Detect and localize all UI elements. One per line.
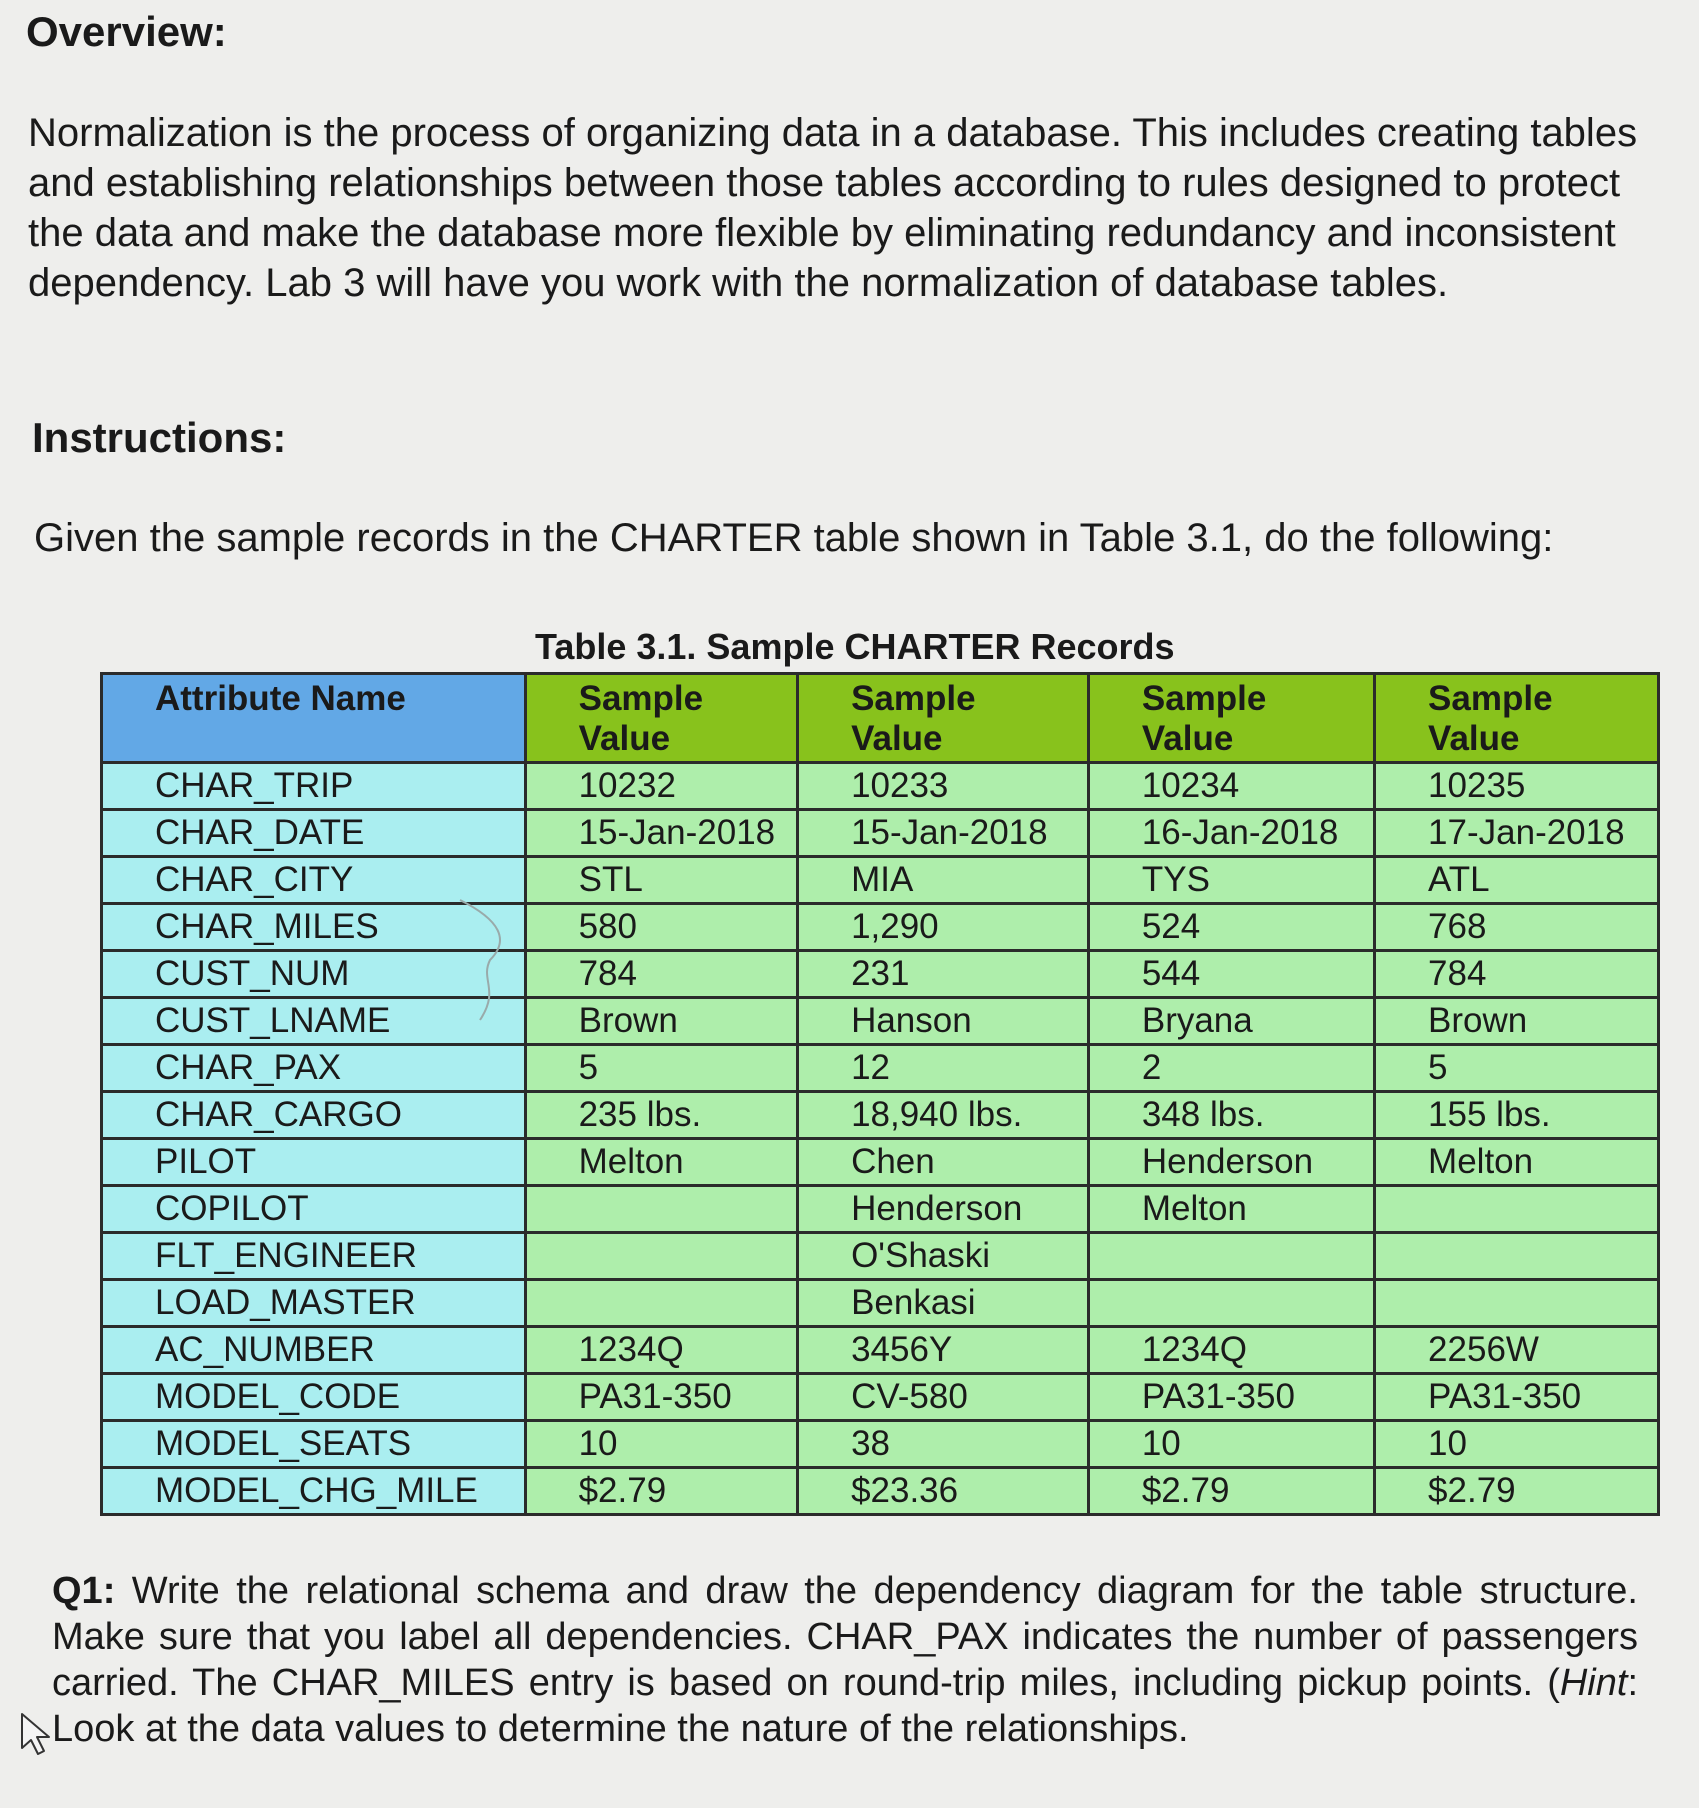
- table-row: [102, 998, 1659, 1045]
- attribute-name-cell: CHAR_DATE: [102, 810, 526, 857]
- table-header-row: [102, 674, 1659, 763]
- sample-value-cell: 155 lbs.: [1375, 1092, 1659, 1139]
- sample-value-cell: 18,940 lbs.: [798, 1092, 1089, 1139]
- sample-value-cell: 10: [1088, 1421, 1374, 1468]
- sample-value-cell: [525, 1233, 797, 1280]
- table-row: [102, 1327, 1659, 1374]
- sample-value-cell: Henderson: [798, 1186, 1089, 1233]
- sample-value-cell: 10: [1375, 1421, 1659, 1468]
- sample-value-cell: Bryana: [1088, 998, 1374, 1045]
- sample-value-cell: 10235: [1375, 763, 1659, 810]
- mouse-pointer-icon: [18, 1712, 58, 1756]
- table-row: [102, 1092, 1659, 1139]
- hint-label: Hint: [1559, 1662, 1628, 1704]
- sample-value-cell: [1375, 1280, 1659, 1327]
- attribute-name-cell: MODEL_SEATS: [102, 1421, 526, 1468]
- attribute-name-cell: CHAR_CARGO: [102, 1092, 526, 1139]
- sample-value-cell: 10234: [1088, 763, 1374, 810]
- sample-value-cell: Henderson: [1088, 1139, 1374, 1186]
- attribute-name-cell: MODEL_CODE: [102, 1374, 526, 1421]
- table-row: [102, 1139, 1659, 1186]
- sample-value-cell: 10: [525, 1421, 797, 1468]
- sample-value-cell: 16-Jan-2018: [1088, 810, 1374, 857]
- sample-value-cell: O'Shaski: [798, 1233, 1089, 1280]
- sample-value-cell: $23.36: [798, 1468, 1089, 1515]
- sample-value-cell: 12: [798, 1045, 1089, 1092]
- sample-value-cell: PA31-350: [1088, 1374, 1374, 1421]
- overview-heading: Overview:: [26, 8, 227, 55]
- table-row: [102, 951, 1659, 998]
- hint-text: : Look at the data values to determine the nature of the relationships.: [52, 1662, 1638, 1750]
- sample-value-cell: Brown: [525, 998, 797, 1045]
- sample-value-cell: 2256W: [1375, 1327, 1659, 1374]
- sample-value-cell: TYS: [1088, 857, 1374, 904]
- sample-value-cell: 10233: [798, 763, 1089, 810]
- sample-value-cell: [525, 1186, 797, 1233]
- sample-value-cell: Melton: [1088, 1186, 1374, 1233]
- attribute-name-cell: CHAR_TRIP: [102, 763, 526, 810]
- sample-value-header: Sample Value: [1375, 674, 1659, 763]
- attribute-name-cell: LOAD_MASTER: [102, 1280, 526, 1327]
- sample-value-cell: 5: [1375, 1045, 1659, 1092]
- attribute-name-cell: CHAR_CITY: [102, 857, 526, 904]
- sample-value-cell: Chen: [798, 1139, 1089, 1186]
- sample-value-cell: 2: [1088, 1045, 1374, 1092]
- table-row: [102, 1374, 1659, 1421]
- sample-value-cell: $2.79: [525, 1468, 797, 1515]
- table-body: [102, 763, 1659, 1515]
- sample-value-cell: CV-580: [798, 1374, 1089, 1421]
- table-caption: Table 3.1. Sample CHARTER Records: [535, 626, 1175, 667]
- sample-value-cell: [525, 1280, 797, 1327]
- sample-value-cell: 784: [525, 951, 797, 998]
- attribute-name-cell: AC_NUMBER: [102, 1327, 526, 1374]
- sample-value-header: Sample Value: [798, 674, 1089, 763]
- sample-value-cell: ATL: [1375, 857, 1659, 904]
- sample-value-cell: [1088, 1280, 1374, 1327]
- sample-value-cell: 15-Jan-2018: [525, 810, 797, 857]
- sample-value-header: Sample Value: [1088, 674, 1374, 763]
- attribute-name-header: Attribute Name: [102, 674, 526, 763]
- sample-value-cell: 1234Q: [525, 1327, 797, 1374]
- table-row: [102, 857, 1659, 904]
- sample-value-cell: 5: [525, 1045, 797, 1092]
- pen-mark-icon: [430, 880, 530, 1040]
- sample-value-cell: PA31-350: [1375, 1374, 1659, 1421]
- table-row: [102, 1186, 1659, 1233]
- sample-value-cell: 524: [1088, 904, 1374, 951]
- table-row: [102, 1233, 1659, 1280]
- attribute-name-cell: MODEL_CHG_MILE: [102, 1468, 526, 1515]
- sample-value-cell: 15-Jan-2018: [798, 810, 1089, 857]
- table-row: [102, 763, 1659, 810]
- attribute-name-cell: CHAR_PAX: [102, 1045, 526, 1092]
- sample-value-cell: 17-Jan-2018: [1375, 810, 1659, 857]
- attribute-name-cell: CUST_LNAME: [102, 998, 526, 1045]
- sample-value-cell: 3456Y: [798, 1327, 1089, 1374]
- sample-value-cell: 768: [1375, 904, 1659, 951]
- attribute-name-cell: CHAR_MILES: [102, 904, 526, 951]
- question-text: Write the relational schema and draw the dependency diagram for the table structure. Make sure that you label all dependencies. CHAR_PAX indicates the number of passengers carried. The CHAR_MILES entry is based on round-trip miles, including pickup points. (: [52, 1570, 1638, 1704]
- sample-value-cell: 580: [525, 904, 797, 951]
- sample-value-cell: 235 lbs.: [525, 1092, 797, 1139]
- sample-value-cell: Benkasi: [798, 1280, 1089, 1327]
- sample-value-header: Sample Value: [525, 674, 797, 763]
- charter-table: [100, 672, 1660, 1516]
- sample-value-cell: 1234Q: [1088, 1327, 1374, 1374]
- table-row: [102, 1468, 1659, 1515]
- sample-value-cell: [1375, 1233, 1659, 1280]
- sample-value-cell: $2.79: [1375, 1468, 1659, 1515]
- sample-value-cell: Melton: [1375, 1139, 1659, 1186]
- sample-value-cell: 544: [1088, 951, 1374, 998]
- table-row: [102, 1421, 1659, 1468]
- sample-value-cell: Melton: [525, 1139, 797, 1186]
- instructions-text: Given the sample records in the CHARTER table shown in Table 3.1, do the following:: [34, 516, 1554, 560]
- sample-value-cell: STL: [525, 857, 797, 904]
- sample-value-cell: Hanson: [798, 998, 1089, 1045]
- attribute-name-cell: CUST_NUM: [102, 951, 526, 998]
- sample-value-cell: 231: [798, 951, 1089, 998]
- sample-value-cell: 38: [798, 1421, 1089, 1468]
- sample-value-cell: 1,290: [798, 904, 1089, 951]
- sample-value-cell: $2.79: [1088, 1468, 1374, 1515]
- table-row: [102, 1045, 1659, 1092]
- table-row: [102, 904, 1659, 951]
- sample-value-cell: 10232: [525, 763, 797, 810]
- sample-value-cell: 784: [1375, 951, 1659, 998]
- sample-value-cell: Brown: [1375, 998, 1659, 1045]
- sample-value-cell: [1375, 1186, 1659, 1233]
- table-row: [102, 1280, 1659, 1327]
- question-label: Q1:: [52, 1570, 116, 1612]
- attribute-name-cell: FLT_ENGINEER: [102, 1233, 526, 1280]
- sample-value-cell: MIA: [798, 857, 1089, 904]
- sample-value-cell: PA31-350: [525, 1374, 797, 1421]
- attribute-name-cell: COPILOT: [102, 1186, 526, 1233]
- table-row: [102, 810, 1659, 857]
- overview-paragraph: Normalization is the process of organizing data in a database. This includes creating tables and establishing relationships between those tables according to rules designed to protect the data and make the database more flexible by eliminating redundancy and inconsistent dependency. Lab 3 will have you work with the normalization of database tables.: [28, 111, 1638, 305]
- question-1: [52, 1568, 1638, 1752]
- attribute-name-cell: PILOT: [102, 1139, 526, 1186]
- instructions-heading: Instructions:: [32, 414, 287, 461]
- sample-value-cell: [1088, 1233, 1374, 1280]
- sample-value-cell: 348 lbs.: [1088, 1092, 1374, 1139]
